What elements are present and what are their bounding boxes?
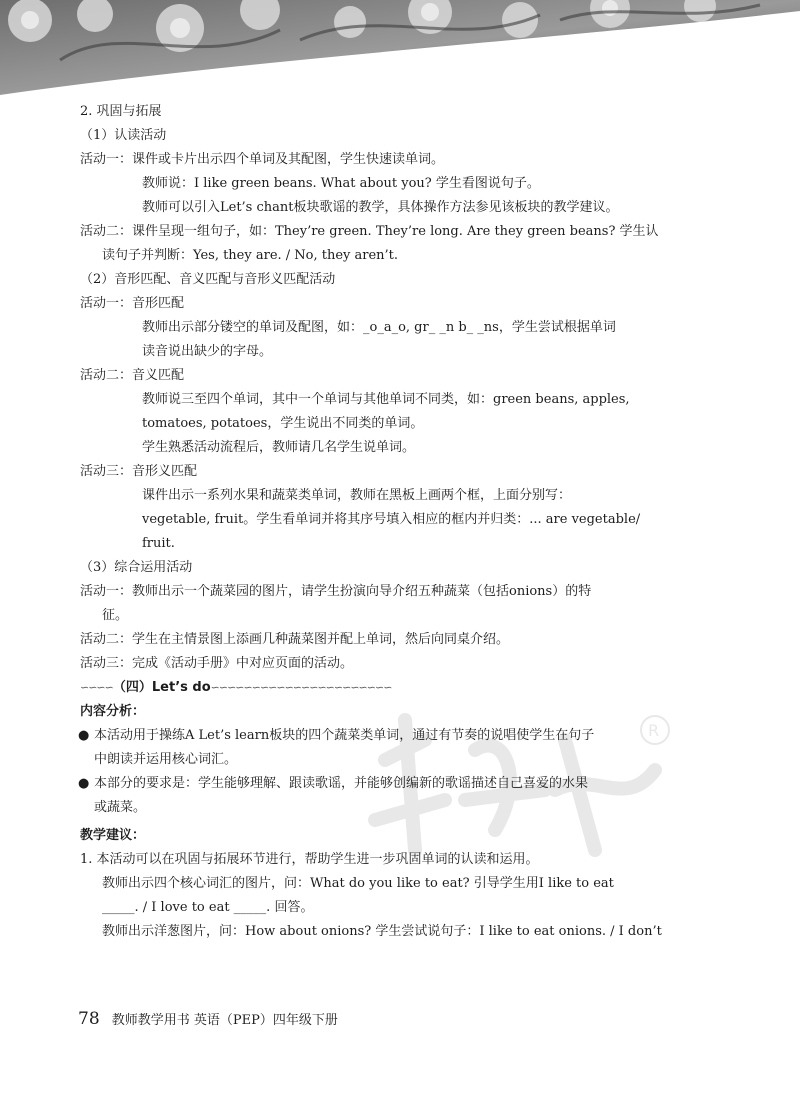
- text-line: 或蔬菜。: [94, 800, 147, 815]
- bullet-item: ● 本活动用于操练A Let’s learn板块的四个蔬菜类单词，通过有节奏的说唱使学生在句子: [80, 726, 594, 746]
- text-line: tomatoes, potatoes，学生说出不同类的单词。: [142, 416, 424, 431]
- wavy-rule-right: ∽∽∽∽∽∽∽∽∽∽∽∽∽∽∽∽∽∽∽∽∽∽: [210, 681, 392, 694]
- bullet-icon: ●: [78, 728, 90, 743]
- text-line: 教师出示部分镂空的单词及配图，如：_o_a_o, gr_ _n b_ _ns，学生尝试根据单词: [142, 320, 616, 335]
- teaching-suggestions-label: 教学建议：: [80, 828, 146, 843]
- text-line: 活动一：音形匹配: [80, 296, 185, 311]
- text-line: 教师可以引入Let’s chant板块歌谣的教学，具体操作方法参见该板块的教学建议。: [142, 200, 619, 215]
- text-line: 学生熟悉活动流程后，教师请几名学生说单词。: [142, 440, 416, 455]
- text-line: 活动三：完成《活动手册》中对应页面的活动。: [80, 656, 354, 671]
- text-line: 教师出示四个核心词汇的图片，问：What do you like to eat? 引导学生用I like to eat: [102, 876, 614, 891]
- svg-text:R: R: [648, 721, 660, 740]
- subsection-heading: （2）音形匹配、音义匹配与音形义匹配活动: [80, 272, 336, 287]
- section-heading: 2. 巩固与拓展: [80, 104, 162, 119]
- page-footer: [78, 1009, 338, 1029]
- wavy-rule-left: ∽∽∽∽: [80, 681, 113, 694]
- text-line: 中朗读并运用核心词汇。: [94, 752, 238, 767]
- text-line: 活动二：学生在主情景图上添画几种蔬菜图并配上单词，然后向同桌介绍。: [80, 632, 510, 647]
- text-line: 征。: [102, 608, 129, 623]
- subsection-heading: （1）认读活动: [80, 128, 167, 143]
- text-line: vegetable, fruit。学生看单词并将其序号填入相应的框内并归类：... are vegetable/: [142, 512, 641, 527]
- page-number: 78: [78, 1009, 100, 1029]
- text-line: 读音说出缺少的字母。: [142, 344, 273, 359]
- lets-do-section-header: ∽∽∽∽（四）Let’s do∽∽∽∽∽∽∽∽∽∽∽∽∽∽∽∽∽∽∽∽∽∽: [80, 680, 392, 695]
- text-line: 活动二：音义匹配: [80, 368, 185, 383]
- text-line: fruit.: [142, 536, 175, 551]
- text-line: 1. 本活动可以在巩固与拓展环节进行，帮助学生进一步巩固单词的认读和运用。: [80, 852, 539, 867]
- text-line: 教师出示洋葱图片，问：How about onions? 学生尝试说句子：I like to eat onions. / I don’t: [102, 924, 662, 939]
- bullet-icon: ●: [78, 776, 90, 791]
- text-line: 活动三：音形义匹配: [80, 464, 198, 479]
- text-line: 活动一：教师出示一个蔬菜园的图片，请学生扮演向导介绍五种蔬菜（包括onions）的特: [80, 584, 592, 599]
- text-line: 教师说三至四个单词，其中一个单词与其他单词不同类，如：green beans, apples,: [142, 392, 630, 407]
- text-line: 活动一：课件或卡片出示四个单词及其配图，学生快速读单词。: [80, 152, 445, 167]
- bullet-item: ● 本部分的要求是：学生能够理解、跟读歌谣，并能够创编新的歌谣描述自己喜爱的水果: [80, 774, 588, 794]
- text-line: 活动二：课件呈现一组句子，如：They’re green. They’re long. Are they green beans? 学生认: [80, 224, 659, 239]
- text-line: 教师说：I like green beans. What about you? 学生看图说句子。: [142, 176, 540, 191]
- content-analysis-label: 内容分析：: [80, 704, 146, 719]
- decorative-floral-banner: [0, 0, 800, 96]
- subsection-heading: （3）综合运用活动: [80, 560, 193, 575]
- text-line: 课件出示一系列水果和蔬菜类单词，教师在黑板上画两个框，上面分别写：: [142, 488, 572, 503]
- book-title: 教师教学用书 英语（PEP）四年级下册: [111, 1013, 338, 1028]
- text-line: 读句子并判断：Yes, they are. / No, they aren’t.: [102, 248, 399, 263]
- text-line: _____. / I love to eat _____. 回答。: [102, 900, 314, 915]
